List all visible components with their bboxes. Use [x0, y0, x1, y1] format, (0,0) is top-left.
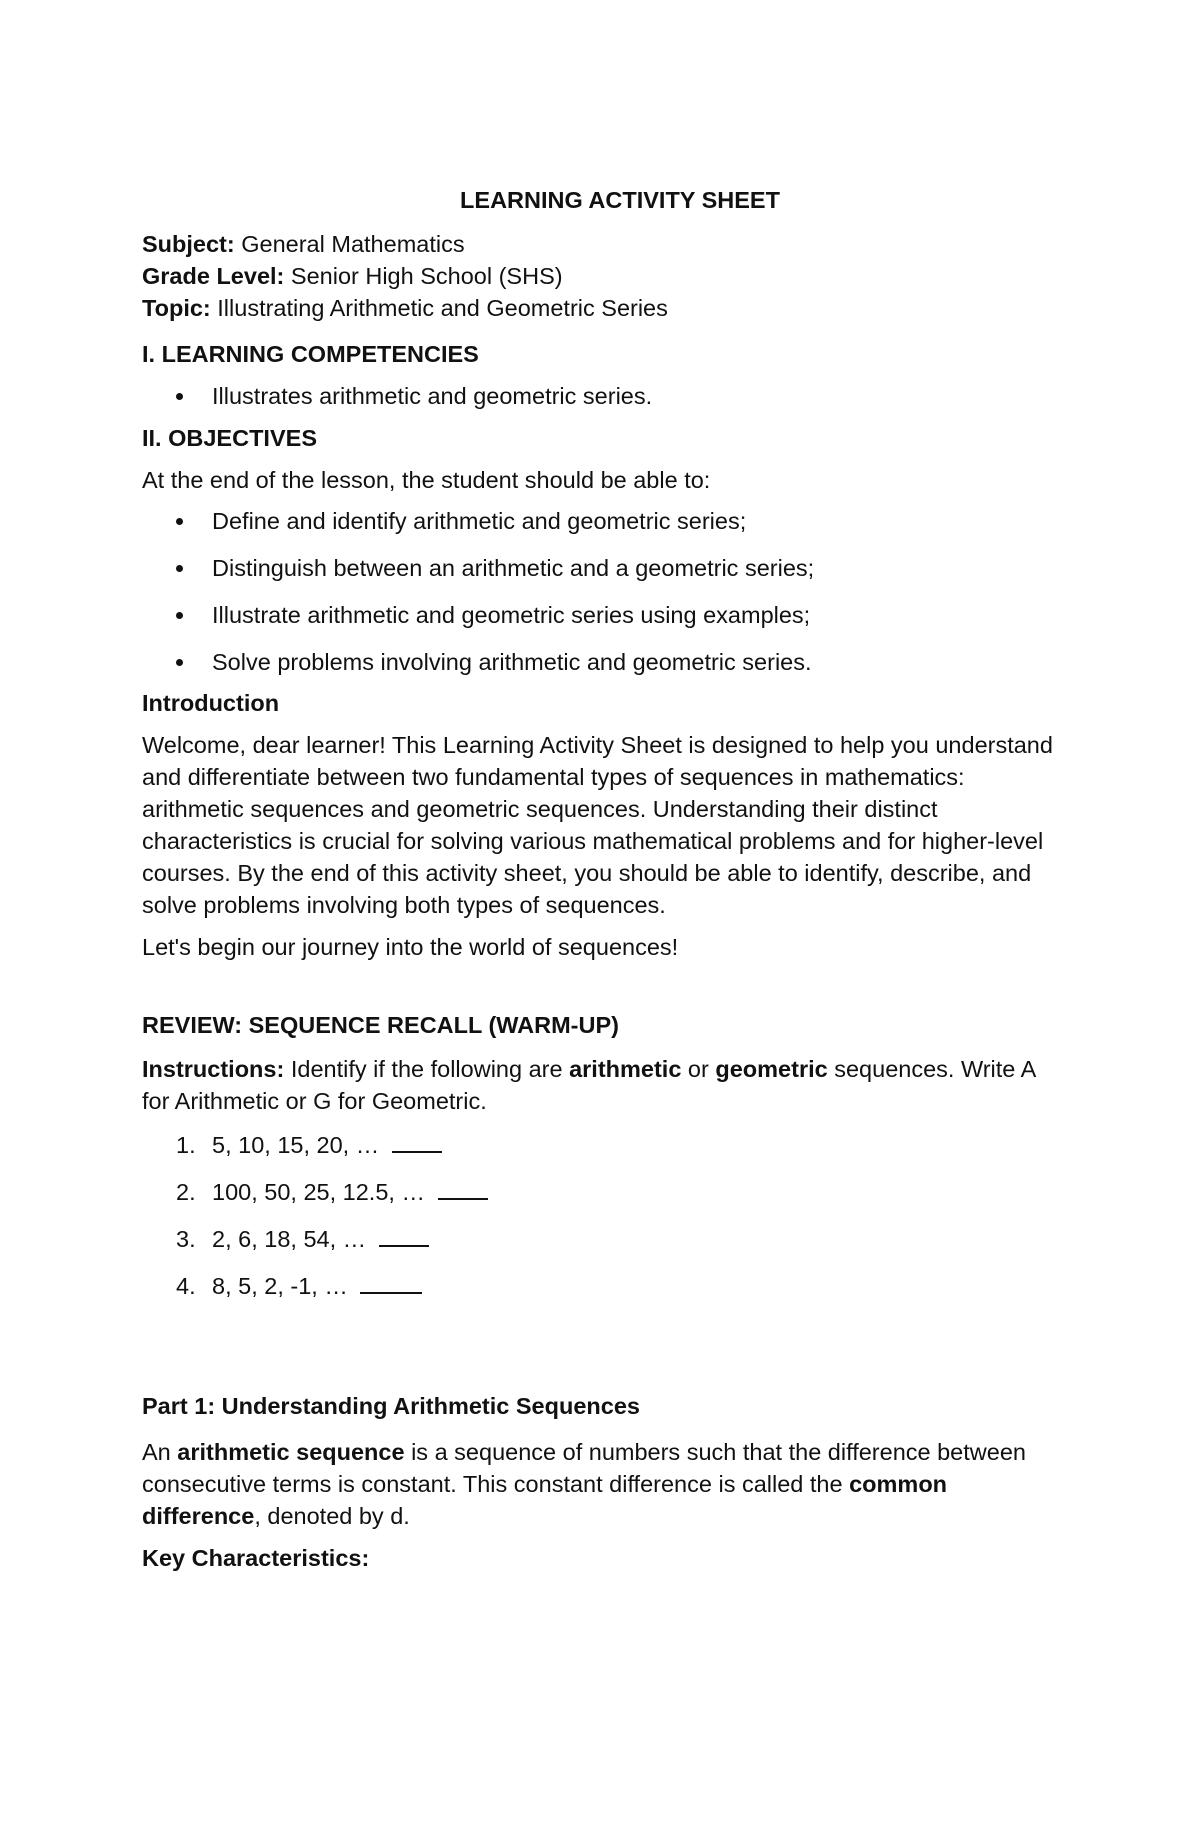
item-number: 3.	[176, 1226, 196, 1252]
instructions-text: Identify if the following are	[284, 1056, 570, 1082]
term-common-difference: common difference	[142, 1471, 948, 1529]
answer-blank[interactable]	[392, 1129, 442, 1153]
topic-label: Topic:	[142, 295, 211, 321]
item-number: 2.	[176, 1179, 196, 1205]
instructions-text: sequences. Write A for Arithmetic or G for Geometric.	[142, 1056, 1035, 1114]
topic-value: Illustrating Arithmetic and Geometric Series	[210, 295, 668, 321]
definition-text: , denoted by d.	[254, 1503, 410, 1529]
review-item	[142, 1176, 1062, 1208]
competencies-heading: I. LEARNING COMPETENCIES	[142, 341, 479, 367]
subject-line	[142, 228, 1062, 260]
objectives-lead: At the end of the lesson, the student should be able to:	[142, 467, 711, 493]
grade-value: Senior High School (SHS)	[284, 263, 563, 289]
item-sequence: 8, 5, 2, -1, …	[212, 1273, 355, 1299]
review-item	[142, 1270, 1062, 1302]
answer-blank[interactable]	[360, 1270, 422, 1294]
objectives-heading: II. OBJECTIVES	[142, 425, 317, 451]
term-arithmetic-sequence: arithmetic sequence	[177, 1439, 405, 1465]
definition-text: is a sequence of numbers such that the difference between consecutive terms is constant. This constant difference is called the	[142, 1439, 1026, 1497]
review-list	[142, 1129, 1062, 1302]
list-item: Distinguish between an arithmetic and a geometric series;	[142, 552, 1062, 584]
topic-line	[142, 292, 1062, 324]
list-item: Define and identify arithmetic and geometric series;	[142, 505, 1062, 537]
list-item: Illustrates arithmetic and geometric series.	[142, 380, 1062, 412]
introduction-paragraph: Welcome, dear learner! This Learning Activity Sheet is designed to help you understand and differentiate between two fundamental types of sequences in mathematics: arithmetic sequences and geometric sequences. Understanding their distinct characteristics is crucial for solving various mathematical problems and for higher-level courses. By the end of this activity sheet, you should be able to identify, describe, and solve problems involving both types of sequences.	[142, 732, 1053, 918]
introduction-heading: Introduction	[142, 690, 280, 716]
instructions-label: Instructions:	[142, 1056, 285, 1082]
answer-blank[interactable]	[379, 1223, 429, 1247]
instructions-text: or	[681, 1056, 716, 1082]
competencies-list	[142, 380, 1062, 412]
answer-blank[interactable]	[438, 1176, 488, 1200]
item-number: 4.	[176, 1273, 196, 1299]
subject-label: Subject:	[142, 231, 235, 257]
part1-definition	[142, 1436, 1062, 1532]
introduction-closing: Let's begin our journey into the world of sequences!	[142, 934, 679, 960]
review-heading: REVIEW: SEQUENCE RECALL (WARM-UP)	[142, 1012, 619, 1038]
meta-block	[142, 228, 1062, 324]
part1-heading: Part 1: Understanding Arithmetic Sequences	[142, 1393, 640, 1419]
worksheet-page	[142, 184, 1062, 1574]
item-sequence: 2, 6, 18, 54, …	[212, 1226, 373, 1252]
grade-label: Grade Level:	[142, 263, 285, 289]
review-item	[142, 1129, 1062, 1161]
page-title: LEARNING ACTIVITY SHEET	[460, 187, 780, 213]
review-instructions	[142, 1053, 1062, 1117]
item-sequence: 100, 50, 25, 12.5, …	[212, 1179, 432, 1205]
item-number: 1.	[176, 1132, 196, 1158]
subject-value: General Mathematics	[234, 231, 465, 257]
definition-text: An	[142, 1439, 178, 1465]
key-characteristics-heading: Key Characteristics:	[142, 1545, 370, 1571]
list-item: Illustrate arithmetic and geometric series using examples;	[142, 599, 1062, 631]
instructions-bold: geometric	[715, 1056, 828, 1082]
grade-line	[142, 260, 1062, 292]
instructions-bold: arithmetic	[569, 1056, 682, 1082]
review-item	[142, 1223, 1062, 1255]
list-item: Solve problems involving arithmetic and geometric series.	[142, 646, 1062, 678]
objectives-list	[142, 505, 1062, 678]
item-sequence: 5, 10, 15, 20, …	[212, 1132, 386, 1158]
